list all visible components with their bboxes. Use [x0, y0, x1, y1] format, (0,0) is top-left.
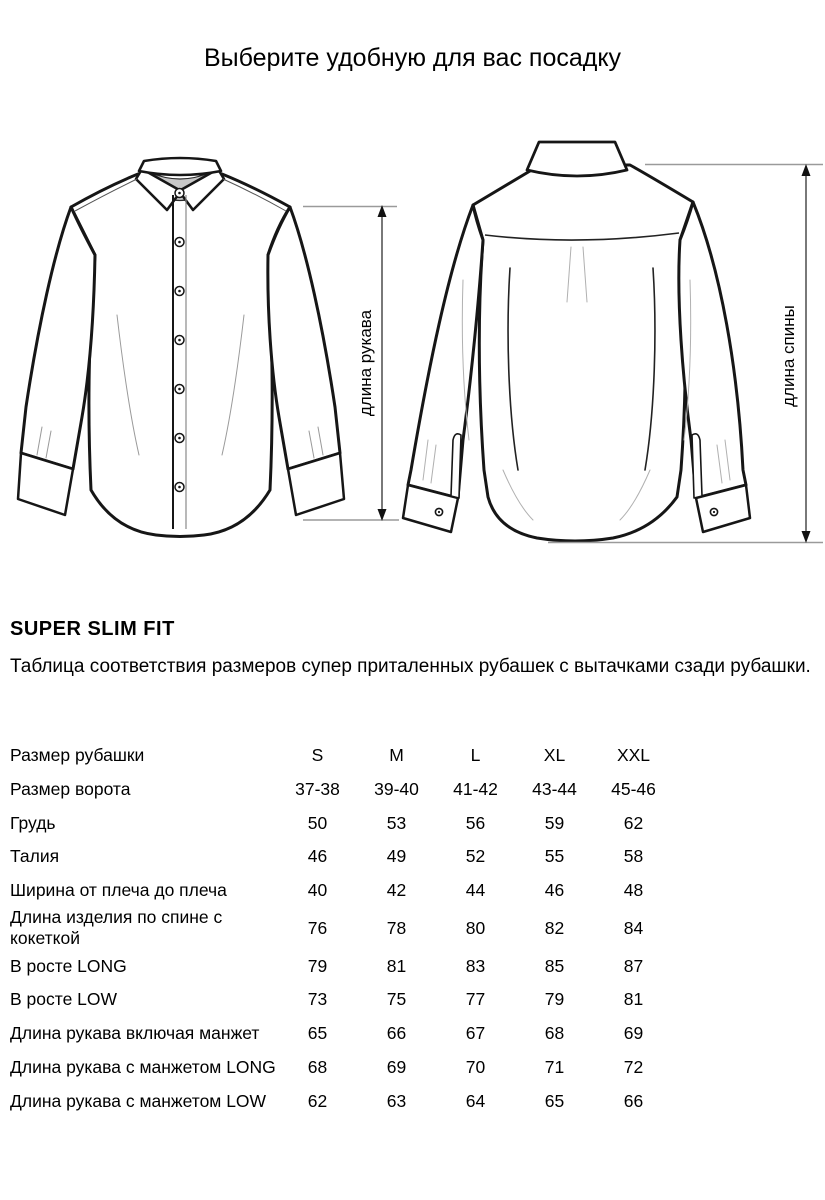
- size-value: 52: [465, 846, 486, 867]
- size-value: 75: [386, 989, 407, 1010]
- size-value: 63: [386, 1090, 407, 1111]
- row-label: Длина рукава с манжетом LONG: [10, 1056, 276, 1077]
- page-title: Выберите удобную для вас посадку: [203, 44, 622, 72]
- table-row: [10, 1051, 673, 1085]
- size-value: 85: [544, 955, 565, 976]
- table-row: [10, 1017, 673, 1051]
- size-value: 73: [307, 989, 328, 1010]
- sleeve-length-arrow-label: длина рукава: [356, 309, 375, 417]
- measurement-arrows: [0, 120, 825, 570]
- size-value: 69: [623, 1023, 644, 1044]
- size-value: 58: [623, 846, 644, 867]
- size-col-header: XL: [543, 745, 566, 766]
- size-value: 62: [307, 1090, 328, 1111]
- size-value: 70: [465, 1056, 486, 1077]
- table-header-row: [10, 739, 673, 773]
- size-col-header: M: [389, 745, 404, 766]
- row-label: В росте LOW: [10, 989, 118, 1010]
- size-value: 81: [386, 955, 407, 976]
- size-value: 82: [544, 917, 565, 938]
- size-value: 69: [386, 1056, 407, 1077]
- row-label: В росте LONG: [10, 955, 127, 976]
- size-table-container: [10, 739, 673, 1118]
- size-value: 68: [544, 1023, 565, 1044]
- size-value: 46: [544, 880, 565, 901]
- fit-section-heading: SUPER SLIM FIT: [10, 618, 175, 640]
- size-value: 40: [307, 880, 328, 901]
- size-value: 87: [623, 955, 644, 976]
- size-value: 76: [307, 917, 328, 938]
- size-value: 42: [386, 880, 407, 901]
- size-value: 80: [465, 917, 486, 938]
- size-value: 68: [307, 1056, 328, 1077]
- table-row: [10, 840, 673, 874]
- table-row: [10, 874, 673, 908]
- size-value: 83: [465, 955, 486, 976]
- row-label: Талия: [10, 846, 60, 867]
- size-value: 66: [386, 1023, 407, 1044]
- table-row: [10, 907, 673, 949]
- size-col-header: S: [311, 745, 324, 766]
- size-value: 46: [307, 846, 328, 867]
- back-length-arrow-label: длина спины: [779, 305, 798, 407]
- fit-section-description: Таблица соответствия размеров супер приталенных рубашек с вытачками сзади рубашки.: [10, 656, 811, 677]
- size-value: 41-42: [453, 779, 498, 800]
- size-table-body: [10, 739, 673, 1118]
- table-row: [10, 949, 673, 983]
- size-value: 62: [623, 812, 644, 833]
- size-value: 65: [544, 1090, 565, 1111]
- row-label: Длина рукава с манжетом LOW: [10, 1090, 267, 1111]
- size-value: 53: [386, 812, 407, 833]
- size-value: 55: [544, 846, 565, 867]
- table-row: [10, 1084, 673, 1118]
- size-value: 66: [623, 1090, 644, 1111]
- table-row: [10, 806, 673, 840]
- size-value: 49: [386, 846, 407, 867]
- size-value: 56: [465, 812, 486, 833]
- size-value: 65: [307, 1023, 328, 1044]
- size-value: 39-40: [374, 779, 419, 800]
- row-label: Размер рубашки: [10, 745, 145, 766]
- size-value: 45-46: [611, 779, 656, 800]
- size-col-header: XXL: [616, 745, 651, 766]
- table-row: [10, 773, 673, 807]
- table-row: [10, 983, 673, 1017]
- size-value: 72: [623, 1056, 644, 1077]
- size-value: 84: [623, 917, 644, 938]
- size-value: 50: [307, 812, 328, 833]
- size-value: 59: [544, 812, 565, 833]
- size-value: 43-44: [532, 779, 577, 800]
- size-value: 44: [465, 880, 486, 901]
- sleeve-length-arrow: [303, 205, 399, 521]
- row-label: Длина рукава включая манжет: [10, 1023, 260, 1044]
- size-value: 71: [544, 1056, 565, 1077]
- size-value: 79: [307, 955, 328, 976]
- size-value: 78: [386, 917, 407, 938]
- size-value: 37-38: [295, 779, 340, 800]
- row-label: Ширина от плеча до плеча: [10, 880, 227, 901]
- size-value: 77: [465, 989, 486, 1010]
- row-label: Длина изделия по спине с кокеткой: [10, 907, 223, 949]
- size-col-header: L: [470, 745, 481, 766]
- size-table: [10, 739, 673, 1118]
- size-value: 79: [544, 989, 565, 1010]
- size-value: 81: [623, 989, 644, 1010]
- row-label: Размер ворота: [10, 779, 131, 800]
- size-value: 64: [465, 1090, 486, 1111]
- row-label: Грудь: [10, 812, 56, 833]
- size-value: 67: [465, 1023, 486, 1044]
- size-value: 48: [623, 880, 644, 901]
